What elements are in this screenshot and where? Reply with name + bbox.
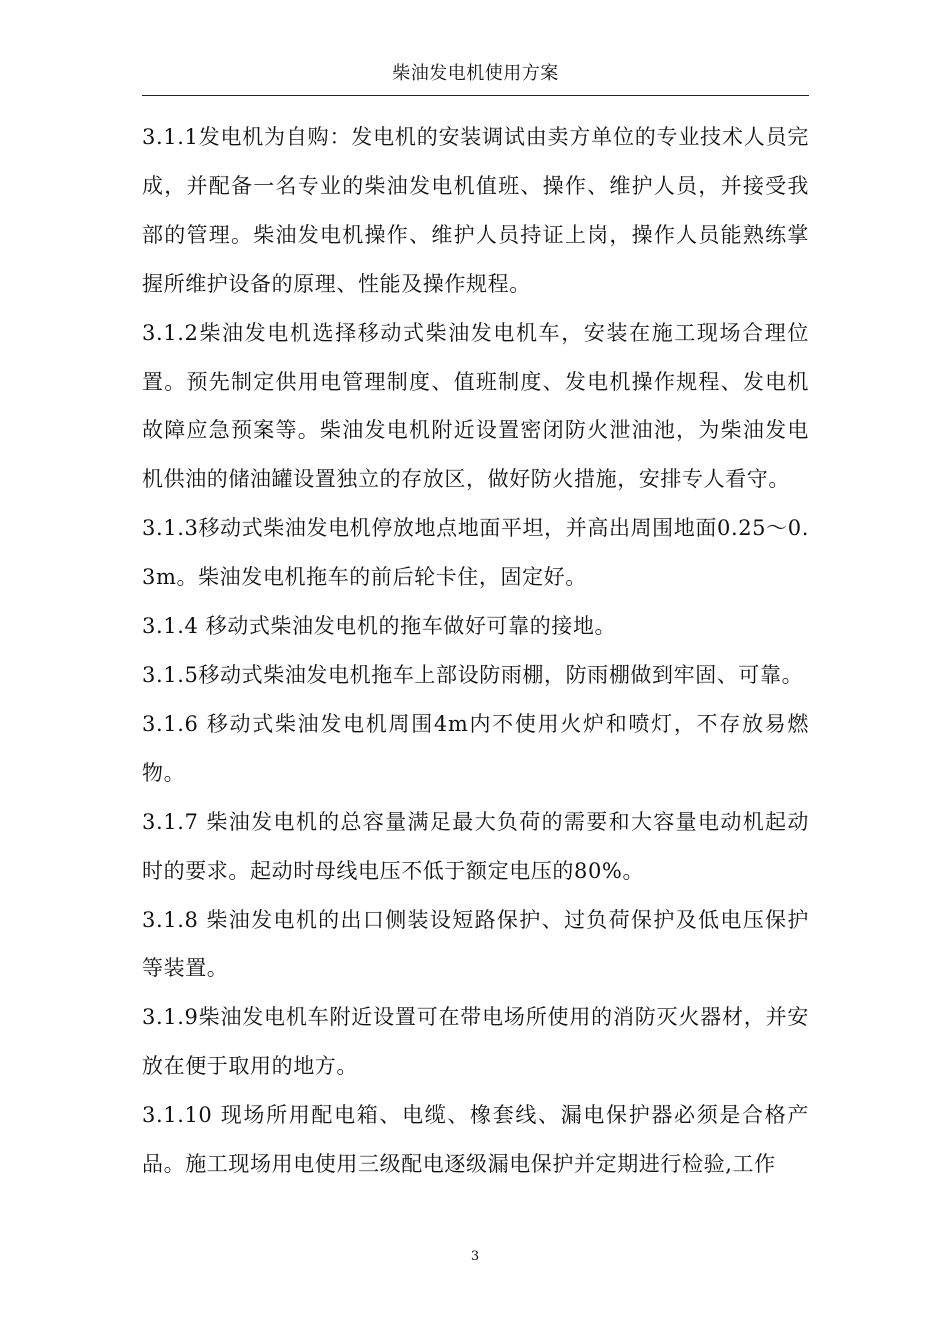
- paragraph-3-1-3: 3.1.3移动式柴油发电机停放地点地面平坦，并高出周围地面0.25～0.3m。柴油发电机拖车的前后轮卡住，固定好。: [142, 516, 809, 590]
- paragraph-3-1-6: 3.1.6 移动式柴油发电机周围4m内不使用火炉和喷灯，不存放易燃物。: [142, 711, 809, 785]
- paragraph-3-1-10: 3.1.10 现场所用配电箱、电缆、橡套线、漏电保护器必须是合格产品。施工现场用电使用三级配电逐级漏电保护并定期进行检验,工作: [142, 1103, 809, 1177]
- paragraph-3-1-1: 3.1.1发电机为自购：发电机的安装调试由卖方单位的专业技术人员完成，并配备一名专业的柴油发电机值班、操作、维护人员，并接受我部的管理。柴油发电机操作、维护人员持证上岗，操作人员能熟练掌握所维护设备的原理、性能及操作规程。: [142, 125, 809, 296]
- paragraph-3-1-9: 3.1.9柴油发电机车附近设置可在带电场所使用的消防灭火器材，并安放在便于取用的地方。: [142, 1005, 809, 1079]
- page-number: 3: [470, 1249, 480, 1264]
- page-header-title: 柴油发电机使用方案: [392, 63, 559, 84]
- paragraph-3-1-8: 3.1.8 柴油发电机的出口侧装设短路保护、过负荷保护及低电压保护等装置。: [142, 907, 809, 981]
- paragraph-3-1-4: 3.1.4 移动式柴油发电机的拖车做好可靠的接地。: [142, 614, 617, 639]
- paragraph-3-1-2: 3.1.2柴油发电机选择移动式柴油发电机车，安装在施工现场合理位置。预先制定供用电管理制度、值班制度、发电机操作规程、发电机故障应急预案等。柴油发电机附近设置密闭防火泄油池，为柴油发电机供油的储油罐设置独立的存放区，做好防火措施，安排专人看守。: [142, 320, 809, 492]
- paragraph-3-1-5: 3.1.5移动式柴油发电机拖车上部设防雨棚，防雨棚做到牢固、可靠。: [142, 662, 804, 687]
- document-body: [142, 113, 809, 1189]
- header-divider: [142, 95, 809, 96]
- paragraph-3-1-7: 3.1.7 柴油发电机的总容量满足最大负荷的需要和大容量电动机起动时的要求。起动时母线电压不低于额定电压的80%。: [142, 809, 809, 883]
